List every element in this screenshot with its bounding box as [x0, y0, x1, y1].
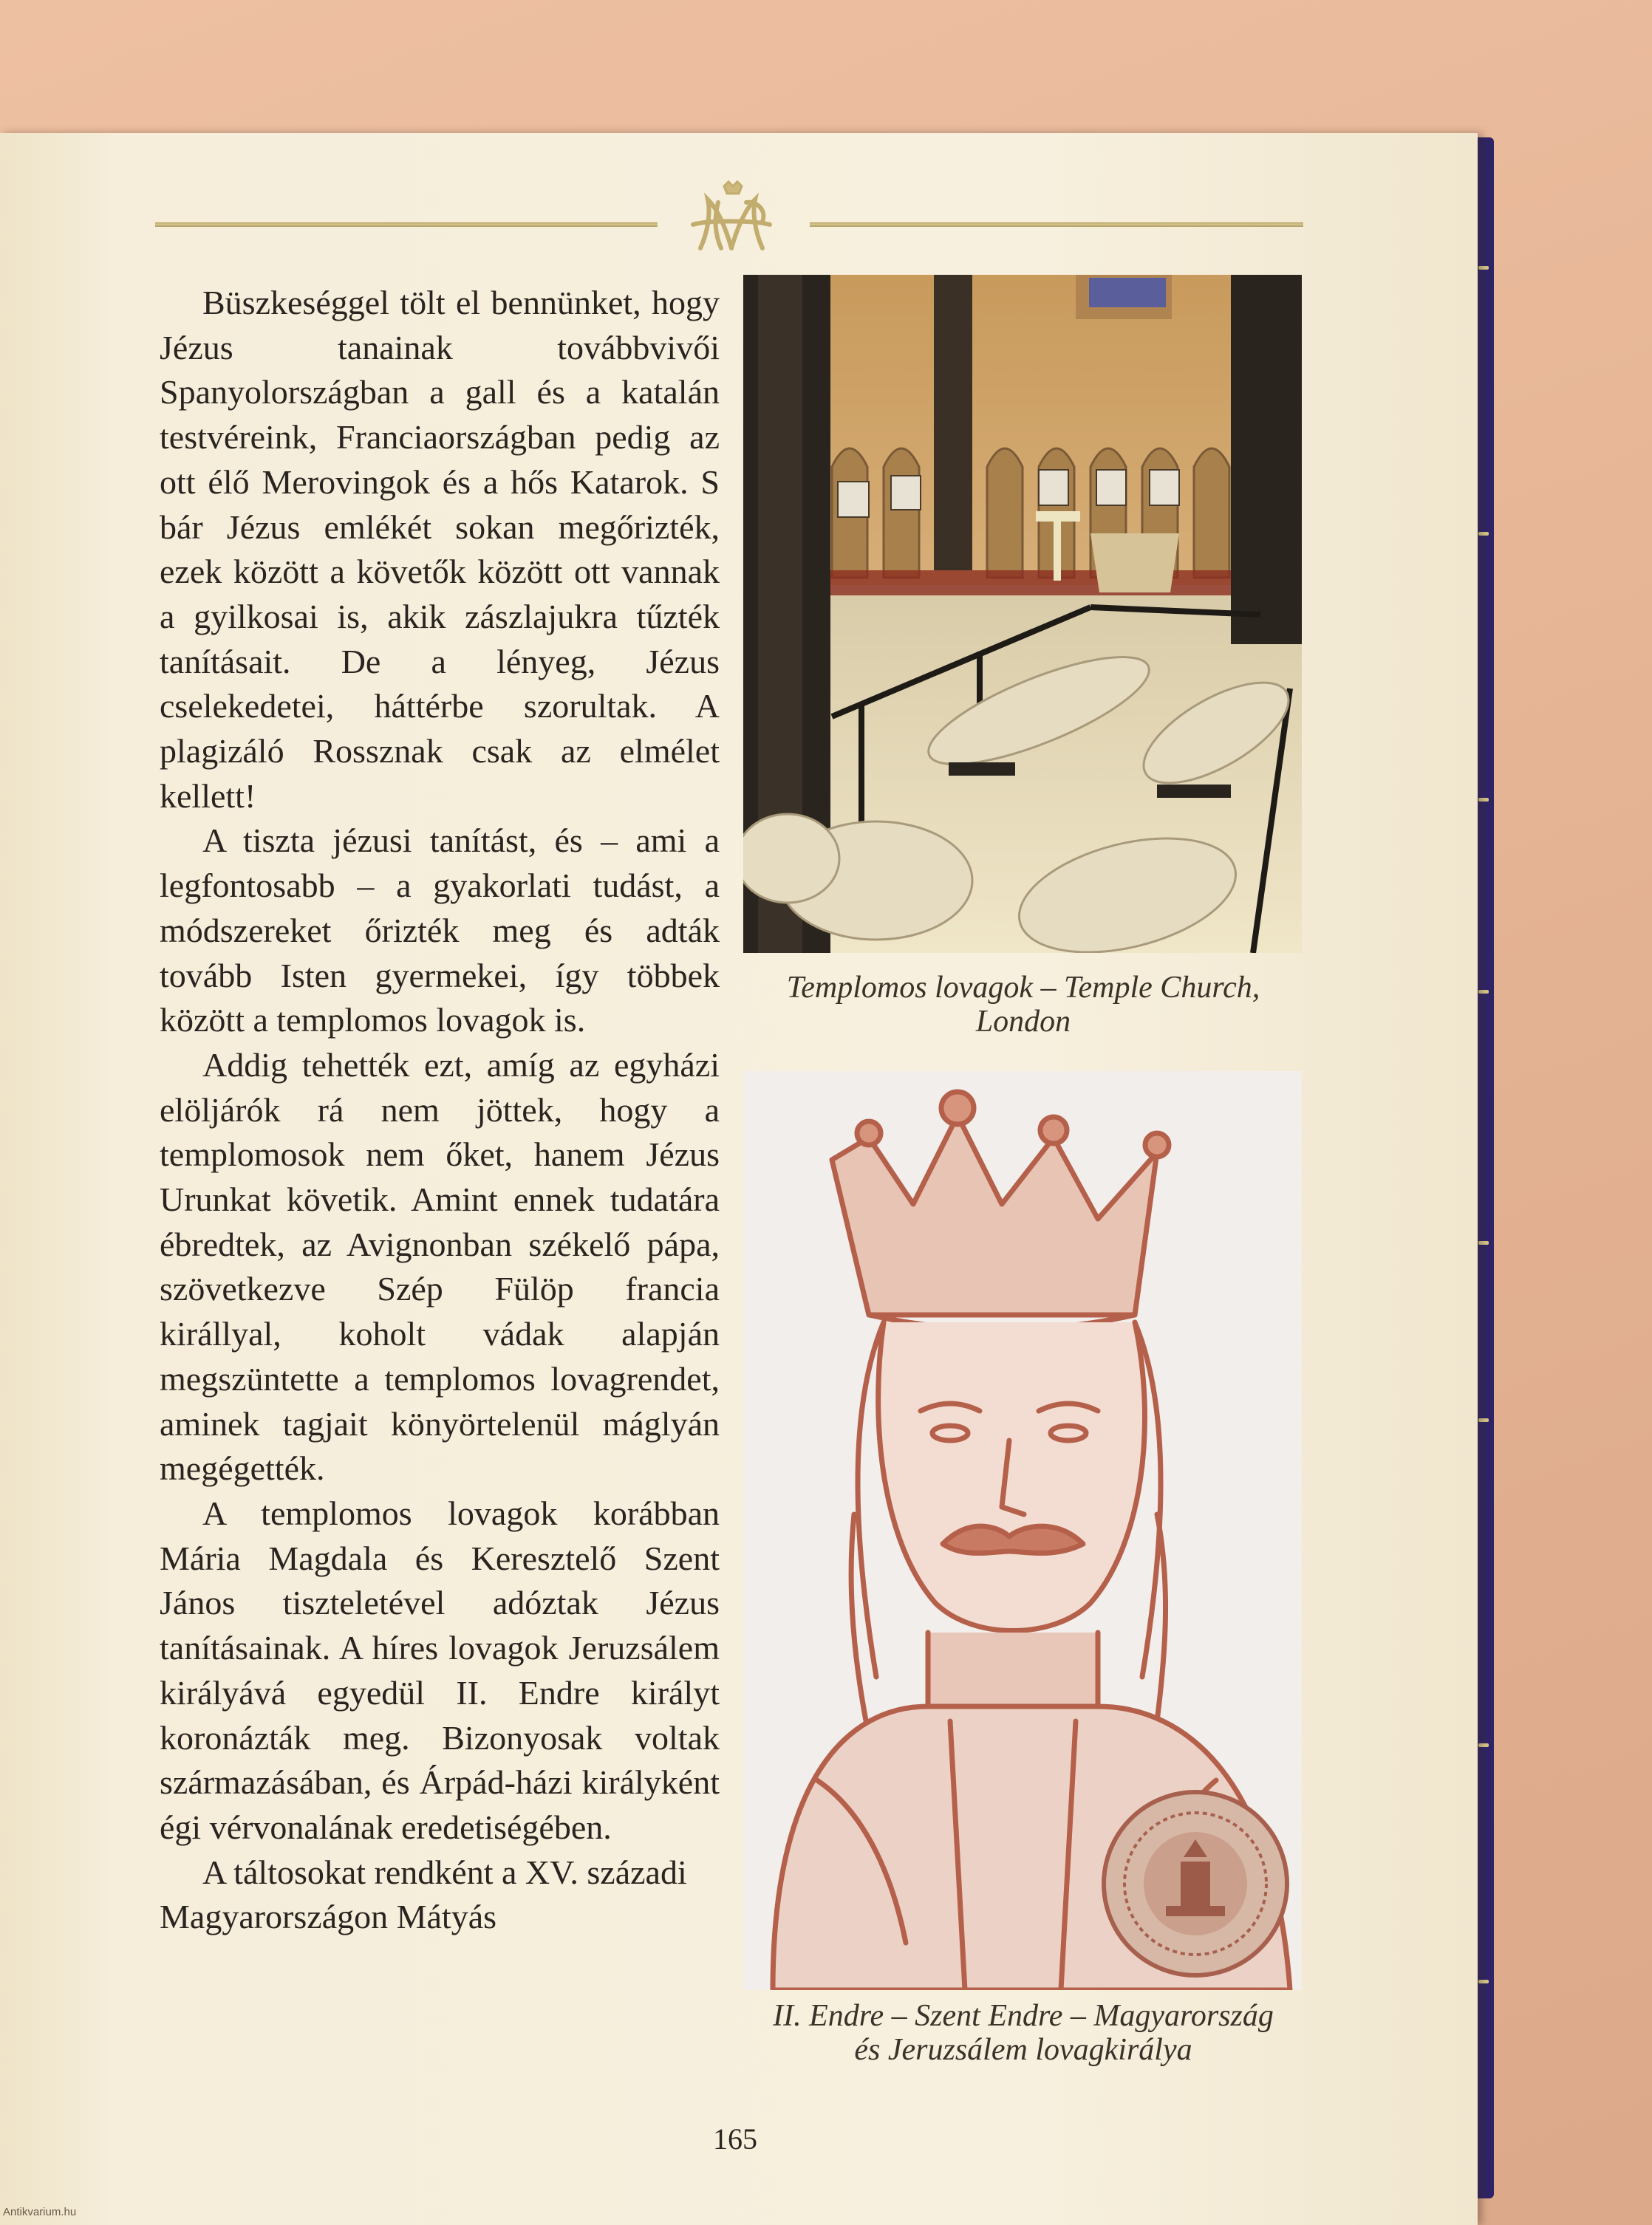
- cover-edge-decoration: [1478, 222, 1489, 2068]
- paragraph: Büszkeséggel tölt el bennünket, hogy Jézus tanainak továbbvivői Spanyolországban a gall és a katalán testvéreink, Franciaországban pedig az ott élő Merovingok és a hős Katarok. S bár Jézus emlékét sokan megőrizték, ezek között a követők között ott vannak a gyilkosai is, akik zászlajukra tűzték tanításait. De a lényeg, Jézus cselekedetei, háttérbe szorultak. A plagizáló Rossznak csak az elmélet kellett!: [160, 284, 720, 815]
- watermark: Antikvarium.hu: [3, 2206, 77, 2218]
- king-andrew-portrait: [743, 1071, 1302, 1990]
- caption-line: Templomos lovagok – Temple Church,: [786, 971, 1260, 1005]
- figure-caption: [739, 971, 1308, 1039]
- caption-line: London: [975, 1005, 1071, 1039]
- caption-line: II. Endre – Szent Endre – Magyarország: [773, 1999, 1274, 2033]
- body-text-column: [160, 281, 720, 1940]
- paragraph: Addig tehették ezt, amíg az egyházi elöljárók rá nem jöttek, hogy a templomosok nem őket, hanem Jézus Urunkat követik. Amint ennek tudatára ébredtek, az Avignonban székelő pápa, szövetkezve Szép Fülöp francia királlyal, koholt vádak alapján megszüntette a templomos lovagrendet, aminek tagjait könyörtelenül máglyán megégették.: [160, 1045, 720, 1488]
- page-number: 165: [713, 2122, 757, 2156]
- monogram-ornament-icon: [686, 180, 777, 262]
- temple-church-photo: [743, 275, 1302, 953]
- caption-line: és Jeruzsálem lovagkirálya: [854, 2033, 1192, 2067]
- paragraph: A tiszta jézusi tanítást, és – ami a legfontosabb – a gyakorlati tudást, a módszereket őrizték meg és adták tovább Isten gyermekei, így többek között a templomos lovagok is.: [160, 821, 720, 1039]
- figure-caption: [739, 1999, 1308, 2067]
- paragraph: A táltosokat rendként a XV. századi Magyarországon Mátyás: [160, 1853, 687, 1936]
- header-rule-left: [155, 222, 658, 227]
- paragraph: A templomos lovagok korábban Mária Magdala és Keresztelő Szent János tiszteletével adóztak Jézus tanításainak. A híres lovagok Jeruzsálem királyává egyedül II. Endre királyt koronázták meg. Bizonyosak voltak származásában, és Árpád-házi királyként égi vérvonalának eredetiségében.: [160, 1494, 720, 1846]
- header-rule-right: [810, 222, 1303, 227]
